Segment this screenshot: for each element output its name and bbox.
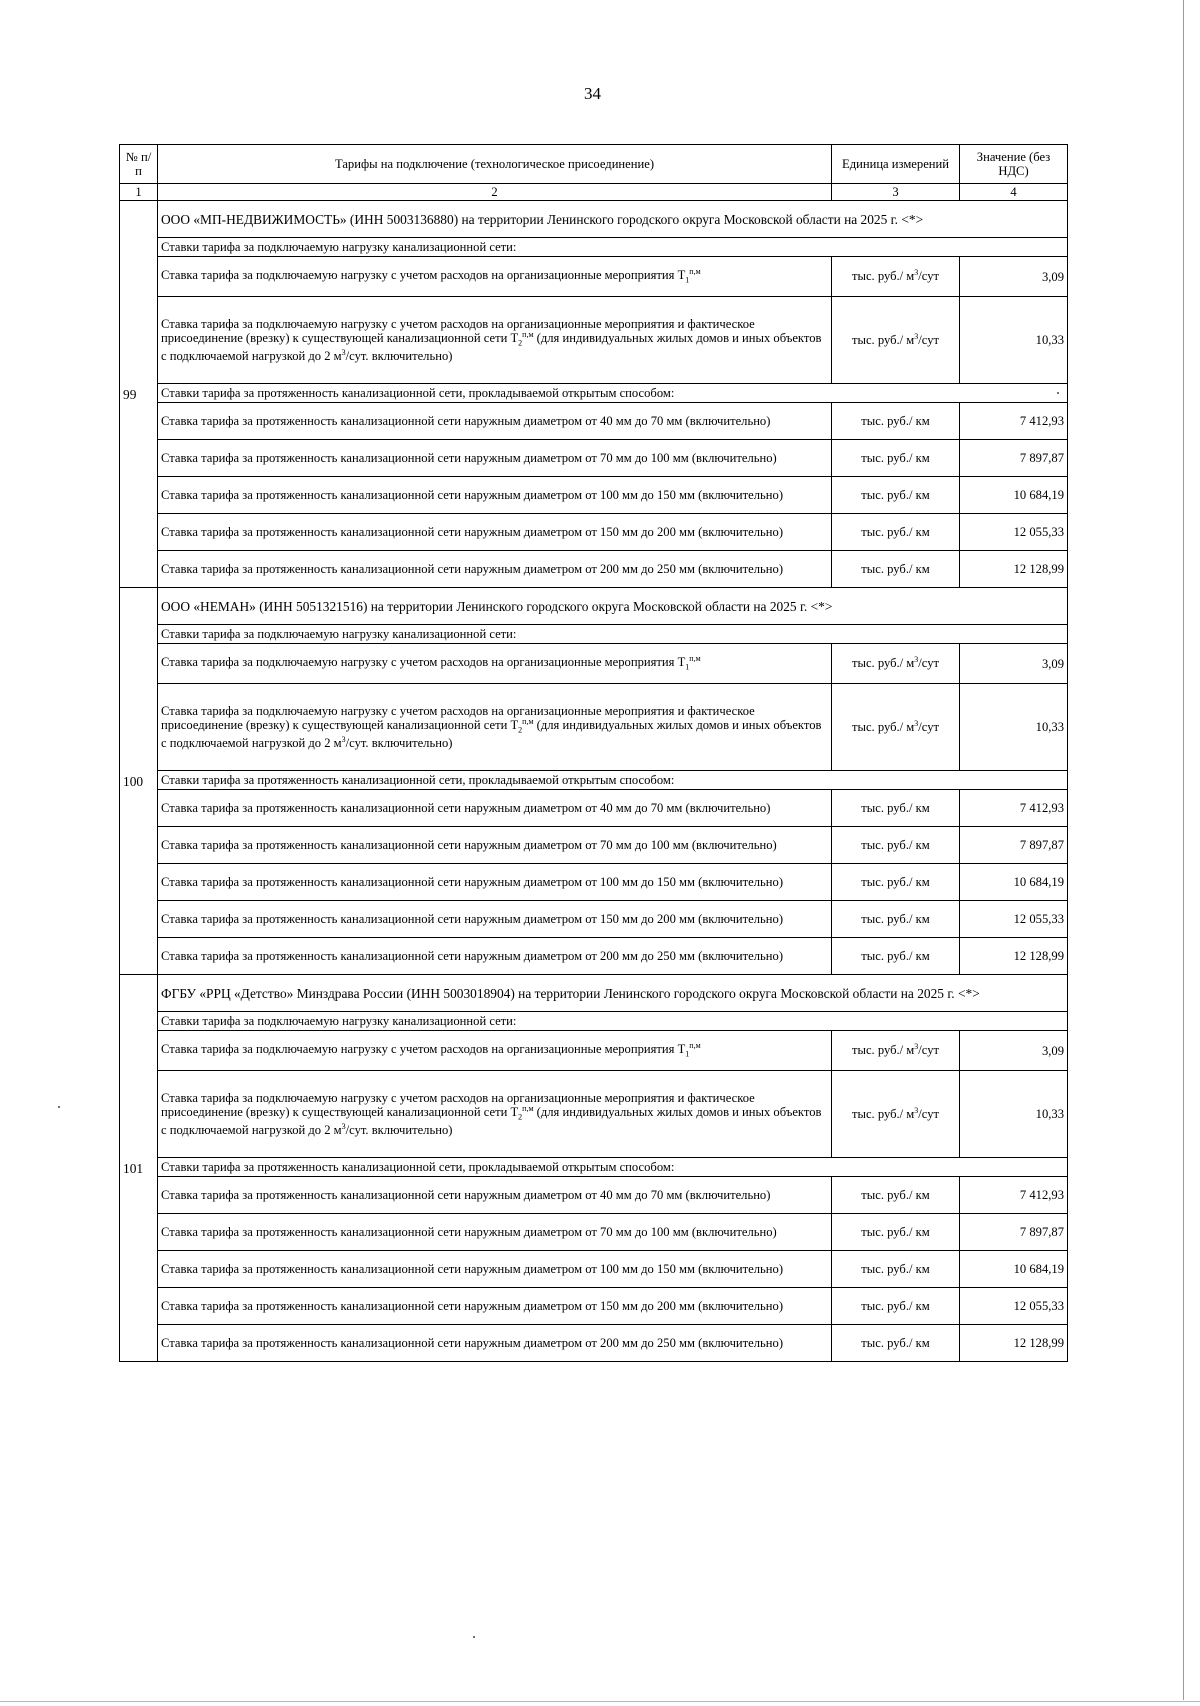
unit-text: тыс. руб./ м xyxy=(851,1107,915,1122)
table-header-row xyxy=(120,145,1068,184)
value-cell: 12 128,99 xyxy=(960,938,1068,975)
value-cell: 12 055,33 xyxy=(960,901,1068,938)
rate-description: Ставка тарифа за протяженность канализационной сети наружным диаметром от 150 мм до 200 мм (включительно) xyxy=(158,901,832,938)
row-number: 101 xyxy=(120,975,158,1362)
unit-cell: тыс. руб./ км xyxy=(832,1251,960,1288)
unit-cell: тыс. руб./ км xyxy=(832,1214,960,1251)
superscript-cube: 3 xyxy=(341,734,346,744)
section-header-row xyxy=(120,625,1068,644)
unit-cell: тыс. руб./ км xyxy=(832,1288,960,1325)
load-rates-header: Ставки тарифа за подключаемую нагрузку канализационной сети: xyxy=(158,625,1068,644)
value-cell: 10 684,19 xyxy=(960,864,1068,901)
rate-description: Ставка тарифа за протяженность канализационной сети наружным диаметром от 200 мм до 250 мм (включительно) xyxy=(158,938,832,975)
rate-text: Ставка тарифа за подключаемую нагрузку с учетом расходов на организационные мероприятия и фактическое присоединение (врезку) к существующей канализационной сети Т xyxy=(161,317,755,346)
subscript-index: 2 xyxy=(518,1112,523,1122)
superscript-cube: 3 xyxy=(914,268,919,278)
unit-cell xyxy=(832,1071,960,1158)
unit-cell: тыс. руб./ км xyxy=(832,403,960,440)
superscript-cube: 3 xyxy=(914,331,919,341)
superscript-index: п,м xyxy=(689,653,701,663)
unit-cell: тыс. руб./ км xyxy=(832,864,960,901)
rate-description: Ставка тарифа за протяженность канализационной сети наружным диаметром от 70 мм до 100 мм (включительно) xyxy=(158,1214,832,1251)
rate-text: /сут. включительно) xyxy=(345,349,453,364)
table-row xyxy=(120,938,1068,975)
unit-cell: тыс. руб./ км xyxy=(832,827,960,864)
rate-description: Ставка тарифа за протяженность канализационной сети наружным диаметром от 100 мм до 150 мм (включительно) xyxy=(158,864,832,901)
organization-title: ООО «МП-НЕДВИЖИМОСТЬ» (ИНН 5003136880) на территории Ленинского городского округа Московской области на 2025 г. <*> xyxy=(158,201,1068,238)
rate-description: Ставка тарифа за протяженность канализационной сети наружным диаметром от 40 мм до 70 мм (включительно) xyxy=(158,1177,832,1214)
table-row xyxy=(120,684,1068,771)
value-cell: 10,33 xyxy=(960,1071,1068,1158)
rate-description xyxy=(158,297,832,384)
unit-text: тыс. руб./ м xyxy=(851,333,915,348)
scan-edge-line xyxy=(1183,0,1184,1700)
superscript-cube: 3 xyxy=(341,1121,346,1131)
superscript-cube: 3 xyxy=(341,347,346,357)
unit-cell: тыс. руб./ км xyxy=(832,1177,960,1214)
unit-cell: тыс. руб./ км xyxy=(832,477,960,514)
column-index-row xyxy=(120,184,1068,201)
superscript-cube: 3 xyxy=(914,718,919,728)
unit-cell xyxy=(832,297,960,384)
superscript-cube: 3 xyxy=(914,1042,919,1052)
unit-cell xyxy=(832,644,960,684)
value-cell: 10 684,19 xyxy=(960,477,1068,514)
value-cell: 7 412,93 xyxy=(960,1177,1068,1214)
scan-speck xyxy=(1057,392,1059,394)
value-cell: 7 897,87 xyxy=(960,1214,1068,1251)
subscript-index: 2 xyxy=(518,338,523,348)
load-rates-header: Ставки тарифа за подключаемую нагрузку канализационной сети: xyxy=(158,1012,1068,1031)
unit-cell: тыс. руб./ км xyxy=(832,514,960,551)
rate-text: (для индивидуальных жилых домов и иных объектов с подключаемой нагрузкой до 2 м xyxy=(161,718,822,751)
length-rates-header: Ставки тарифа за протяженность канализационной сети, прокладываемой открытым способом: xyxy=(158,771,1068,790)
table-row xyxy=(120,1031,1068,1071)
section-header-row xyxy=(120,238,1068,257)
unit-cell: тыс. руб./ км xyxy=(832,938,960,975)
length-rates-header: Ставки тарифа за протяженность канализационной сети, прокладываемой открытым способом: xyxy=(158,1158,1068,1177)
value-cell: 7 897,87 xyxy=(960,827,1068,864)
table-row xyxy=(120,440,1068,477)
rate-description: Ставка тарифа за протяженность канализационной сети наружным диаметром от 40 мм до 70 мм (включительно) xyxy=(158,403,832,440)
org-row xyxy=(120,975,1068,1012)
unit-cell xyxy=(832,1031,960,1071)
unit-text: /сут xyxy=(918,1043,940,1058)
rate-text: Ставка тарифа за подключаемую нагрузку с учетом расходов на организационные мероприятия и фактическое присоединение (врезку) к существующей канализационной сети Т xyxy=(161,704,755,733)
value-cell: 3,09 xyxy=(960,1031,1068,1071)
table-row xyxy=(120,864,1068,901)
table-row xyxy=(120,403,1068,440)
table-row xyxy=(120,297,1068,384)
rate-description xyxy=(158,1071,832,1158)
table-row xyxy=(120,644,1068,684)
rate-description xyxy=(158,1031,832,1071)
rate-description xyxy=(158,257,832,297)
header-value: Значение (без НДС) xyxy=(960,145,1068,184)
unit-text: тыс. руб./ м xyxy=(851,656,915,671)
scan-speck xyxy=(58,1106,60,1108)
value-cell: 7 412,93 xyxy=(960,403,1068,440)
rate-description: Ставка тарифа за протяженность канализационной сети наружным диаметром от 150 мм до 200 мм (включительно) xyxy=(158,1288,832,1325)
rate-description xyxy=(158,684,832,771)
scan-edge-line xyxy=(0,1701,1200,1702)
subscript-index: 1 xyxy=(685,1049,690,1059)
value-cell: 7 412,93 xyxy=(960,790,1068,827)
rate-text: Ставка тарифа за подключаемую нагрузку с учетом расходов на организационные мероприятия и фактическое присоединение (врезку) к существующей канализационной сети Т xyxy=(161,1091,755,1120)
superscript-cube: 3 xyxy=(914,655,919,665)
rate-description: Ставка тарифа за протяженность канализационной сети наружным диаметром от 100 мм до 150 мм (включительно) xyxy=(158,1251,832,1288)
rate-description: Ставка тарифа за протяженность канализационной сети наружным диаметром от 150 мм до 200 мм (включительно) xyxy=(158,514,832,551)
unit-text: /сут xyxy=(918,333,940,348)
subscript-index: 2 xyxy=(518,725,523,735)
table-row xyxy=(120,827,1068,864)
table-row xyxy=(120,1214,1068,1251)
scan-speck xyxy=(473,1636,475,1638)
value-cell: 3,09 xyxy=(960,644,1068,684)
subscript-index: 1 xyxy=(685,275,690,285)
table-row xyxy=(120,1288,1068,1325)
organization-title: ООО «НЕМАН» (ИНН 5051321516) на территории Ленинского городского округа Московской области на 2025 г. <*> xyxy=(158,588,1068,625)
organization-title: ФГБУ «РРЦ «Детство» Минздрава России (ИНН 5003018904) на территории Ленинского городского округа Московской области на 2025 г. <*> xyxy=(158,975,1068,1012)
superscript-index: п,м xyxy=(522,330,534,340)
row-number: 100 xyxy=(120,588,158,975)
superscript-index: п,м xyxy=(522,717,534,727)
rate-text: /сут. включительно) xyxy=(345,736,453,751)
section-header-row xyxy=(120,384,1068,403)
unit-cell: тыс. руб./ км xyxy=(832,440,960,477)
rate-description: Ставка тарифа за протяженность канализационной сети наружным диаметром от 200 мм до 250 мм (включительно) xyxy=(158,551,832,588)
rate-text: (для индивидуальных жилых домов и иных объектов с подключаемой нагрузкой до 2 м xyxy=(161,1105,822,1138)
unit-text: /сут xyxy=(918,269,940,284)
table-row xyxy=(120,477,1068,514)
unit-cell: тыс. руб./ км xyxy=(832,901,960,938)
length-rates-header: Ставки тарифа за протяженность канализационной сети, прокладываемой открытым способом: xyxy=(158,384,1068,403)
unit-cell: тыс. руб./ км xyxy=(832,551,960,588)
unit-text: /сут xyxy=(918,720,940,735)
section-header-row xyxy=(120,1158,1068,1177)
value-cell: 10 684,19 xyxy=(960,1251,1068,1288)
rate-text: Ставка тарифа за подключаемую нагрузку с учетом расходов на организационные мероприятия Т xyxy=(161,267,686,282)
column-index: 3 xyxy=(832,184,960,201)
rate-text: (для индивидуальных жилых домов и иных объектов с подключаемой нагрузкой до 2 м xyxy=(161,331,822,364)
unit-cell xyxy=(832,257,960,297)
org-row xyxy=(120,201,1068,238)
column-index: 1 xyxy=(120,184,158,201)
superscript-index: п,м xyxy=(689,1040,701,1050)
value-cell: 12 128,99 xyxy=(960,551,1068,588)
superscript-index: п,м xyxy=(522,1104,534,1114)
table-row xyxy=(120,551,1068,588)
table-row xyxy=(120,1177,1068,1214)
rate-description: Ставка тарифа за протяженность канализационной сети наружным диаметром от 100 мм до 150 мм (включительно) xyxy=(158,477,832,514)
rate-text: Ставка тарифа за подключаемую нагрузку с учетом расходов на организационные мероприятия Т xyxy=(161,654,686,669)
superscript-index: п,м xyxy=(689,266,701,276)
unit-text: тыс. руб./ м xyxy=(851,720,915,735)
subscript-index: 1 xyxy=(685,662,690,672)
header-unit: Единица измерений xyxy=(832,145,960,184)
value-cell: 10,33 xyxy=(960,297,1068,384)
row-number: 99 xyxy=(120,201,158,588)
unit-text: тыс. руб./ м xyxy=(851,269,915,284)
rate-description: Ставка тарифа за протяженность канализационной сети наружным диаметром от 70 мм до 100 мм (включительно) xyxy=(158,440,832,477)
unit-text: тыс. руб./ м xyxy=(851,1043,915,1058)
tariff-table xyxy=(119,144,1068,1362)
value-cell: 10,33 xyxy=(960,684,1068,771)
superscript-cube: 3 xyxy=(914,1105,919,1115)
section-header-row xyxy=(120,771,1068,790)
table-row xyxy=(120,1325,1068,1362)
unit-text: /сут xyxy=(918,656,940,671)
org-row xyxy=(120,588,1068,625)
page-number: 34 xyxy=(584,84,601,103)
unit-cell xyxy=(832,684,960,771)
rate-text: Ставка тарифа за подключаемую нагрузку с учетом расходов на организационные мероприятия Т xyxy=(161,1041,686,1056)
table-row xyxy=(120,257,1068,297)
value-cell: 12 055,33 xyxy=(960,1288,1068,1325)
rate-description: Ставка тарифа за протяженность канализационной сети наружным диаметром от 40 мм до 70 мм (включительно) xyxy=(158,790,832,827)
value-cell: 12 055,33 xyxy=(960,514,1068,551)
rate-description: Ставка тарифа за протяженность канализационной сети наружным диаметром от 200 мм до 250 мм (включительно) xyxy=(158,1325,832,1362)
unit-cell: тыс. руб./ км xyxy=(832,790,960,827)
table-row xyxy=(120,901,1068,938)
section-header-row xyxy=(120,1012,1068,1031)
table-row xyxy=(120,1251,1068,1288)
rate-description: Ставка тарифа за протяженность канализационной сети наружным диаметром от 70 мм до 100 мм (включительно) xyxy=(158,827,832,864)
rate-description xyxy=(158,644,832,684)
column-index: 2 xyxy=(158,184,832,201)
column-index: 4 xyxy=(960,184,1068,201)
table-row xyxy=(120,514,1068,551)
table-row xyxy=(120,790,1068,827)
value-cell: 3,09 xyxy=(960,257,1068,297)
header-tariffs: Тарифы на подключение (технологическое присоединение) xyxy=(158,145,832,184)
value-cell: 12 128,99 xyxy=(960,1325,1068,1362)
rate-text: /сут. включительно) xyxy=(345,1123,453,1138)
table-body xyxy=(120,201,1068,1362)
unit-text: /сут xyxy=(918,1107,940,1122)
load-rates-header: Ставки тарифа за подключаемую нагрузку канализационной сети: xyxy=(158,238,1068,257)
value-cell: 7 897,87 xyxy=(960,440,1068,477)
header-number: № п/п xyxy=(120,145,158,184)
unit-cell: тыс. руб./ км xyxy=(832,1325,960,1362)
table-row xyxy=(120,1071,1068,1158)
